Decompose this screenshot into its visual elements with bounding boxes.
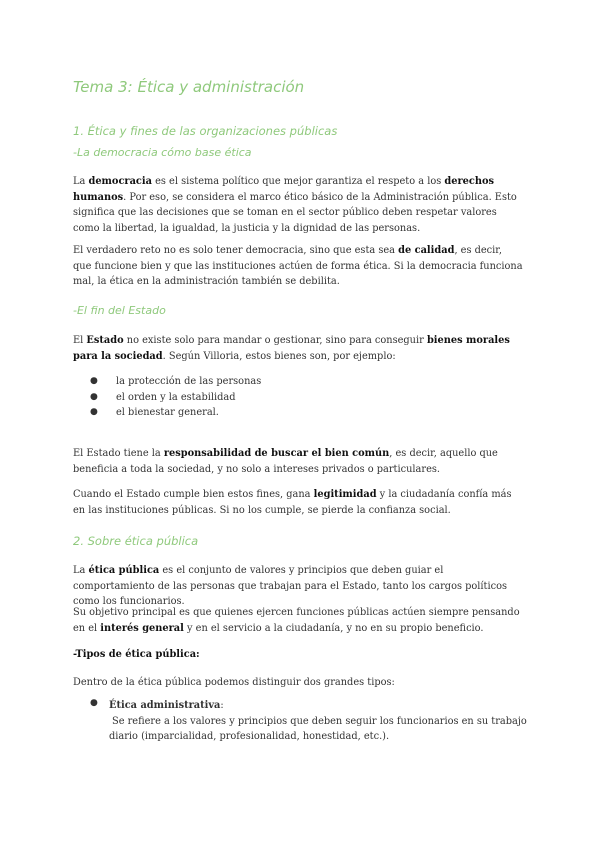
paragraph-quality: El verdadero reto no es solo tener democracia, sino que esta sea de calidad, es decir, que funcione bien y que las instituciones actúen de forma ética. Si la democracia funciona mal, la ética en la administración también se debilita. bbox=[73, 245, 523, 288]
subheading-democracy: -La democracia cómo base ética bbox=[73, 146, 252, 159]
subheading-state-purpose: -El fin del Estado bbox=[73, 304, 166, 317]
type-administrative-ethics: Ética administrativa: Se refiere a los valores y principios que deben seguir los funcionarios en su trabajo diario (imparcialidad, profesionalidad, honestidad, etc.). bbox=[109, 700, 527, 743]
types-heading: -Tipos de ética pública: bbox=[73, 649, 200, 660]
paragraph-common-good: El Estado tiene la responsabilidad de buscar el bien común, es decir, aquello que beneficia a toda la sociedad, y no solo a intereses privados o particulares. bbox=[73, 448, 498, 475]
list-item: ● la protección de las personas bbox=[90, 376, 262, 387]
paragraph-legitimacy: Cuando el Estado cumple bien estos fines, gana legitimidad y la ciudadanía confía más en las instituciones públicas. Si no los cumple, se pierde la confianza social. bbox=[73, 489, 512, 516]
list-item: ● el bienestar general. bbox=[90, 407, 219, 419]
list-item: ● el orden y la estabilidad bbox=[90, 391, 236, 403]
section-heading-2: 2. Sobre ética pública bbox=[73, 534, 199, 548]
paragraph-state: El Estado no existe solo para mandar o gestionar, sino para conseguir bienes morales para la sociedad. Según Villoria, estos bienes son, por ejemplo: bbox=[73, 335, 510, 362]
section-heading-1: 1. Ética y fines de las organizaciones públicas bbox=[73, 124, 338, 138]
moral-goods-list bbox=[86, 374, 261, 421]
paragraph-public-ethics: La ética pública es el conjunto de valores y principios que deben guiar el comportamiento de las personas que trabajan para el Estado, tanto los cargos políticos como los funcionarios. bbox=[73, 565, 508, 608]
paragraph-democracy: La democracia es el sistema político que mejor garantiza el respeto a los derechos humanos. Por eso, se considera el marco ético básico de la Administración pública. Esto significa que las decisiones que se toman en el sector público deben respetar valores como la libertad, la igualdad, la justicia y la dignidad de las personas. bbox=[73, 176, 517, 234]
document-title: Tema 3: Ética y administración bbox=[73, 78, 305, 96]
bullet-icon: ● bbox=[90, 698, 98, 708]
paragraph-types-intro: Dentro de la ética pública podemos distinguir dos grandes tipos: bbox=[73, 677, 395, 688]
paragraph-objective: Su objetivo principal es que quienes ejercen funciones públicas actúen siempre pensando en el interés general y en el servicio a la ciudadanía, y no en su propio beneficio. bbox=[73, 607, 520, 634]
